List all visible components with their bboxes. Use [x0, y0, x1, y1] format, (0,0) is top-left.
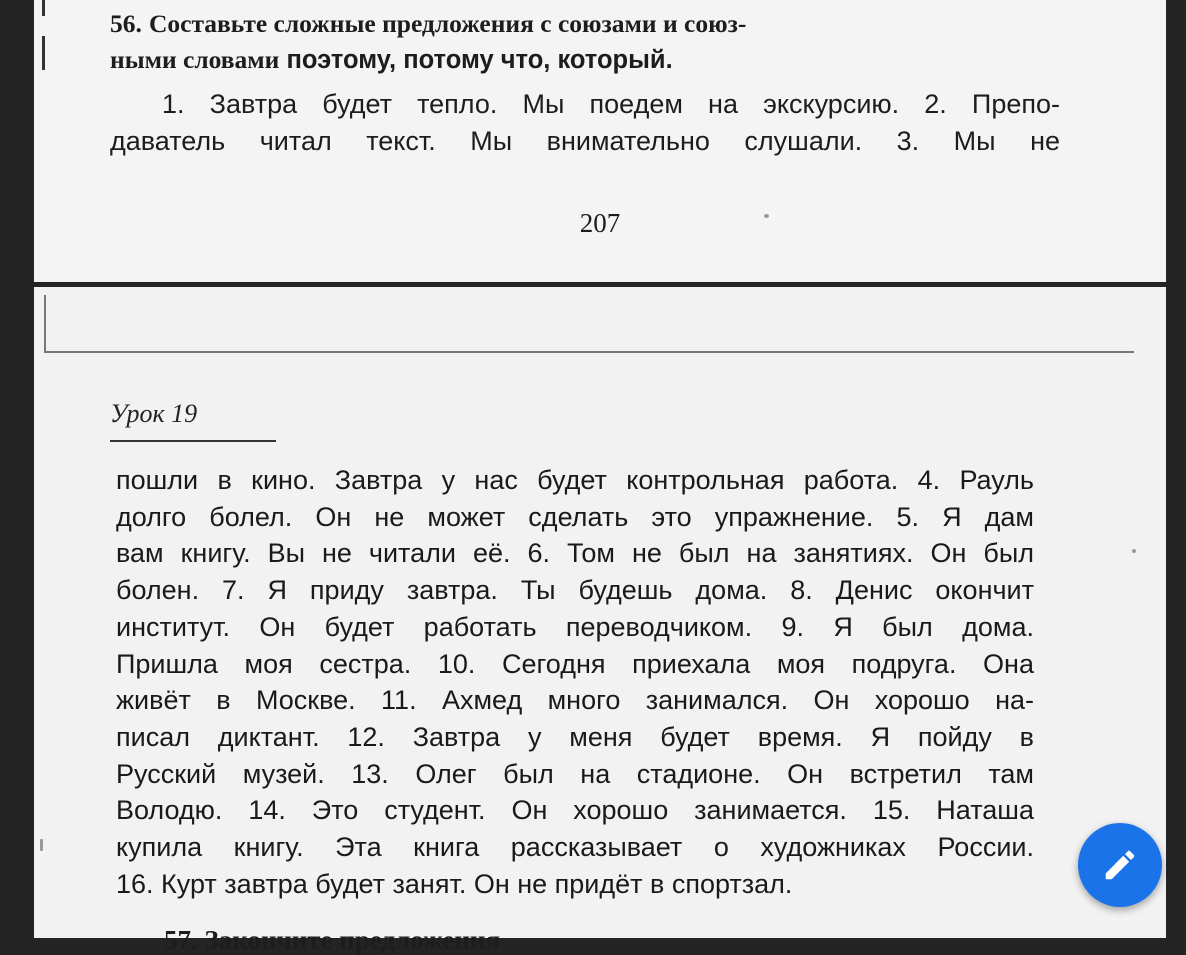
exercise-title	[110, 6, 1055, 78]
text-line: болен. 7. Я приду завтра. Ты будешь дома. 8. Денис окончит	[116, 575, 1034, 606]
text-line: купила книгу. Эта книга рассказывает о художниках России.	[116, 832, 1034, 863]
book-page-top	[34, 0, 1166, 282]
exercise-number: 56.	[110, 9, 142, 38]
text-line: даватель читал текст. Мы внимательно слушали. 3. Мы не	[110, 126, 1060, 156]
text-line: Володю. 14. Это студент. Он хорошо занимается. 15. Наташа	[116, 795, 1034, 826]
page-border-top	[44, 351, 1134, 353]
text-line: вам книгу. Вы не читали её. 6. Том не был на занятиях. Он был	[116, 538, 1034, 569]
page-number: 207	[579, 208, 621, 238]
text-line: долго болел. Он не может сделать это упражнение. 5. Я дам	[116, 501, 1034, 532]
scan-speck	[40, 839, 43, 851]
text-line: писал диктант. 12. Завтра у меня будет время. Я пойду в	[116, 721, 1034, 752]
page-edge-mark	[42, 0, 45, 16]
pencil-icon	[1101, 846, 1139, 884]
page-border-left	[44, 295, 46, 353]
next-exercise-title-cut	[164, 925, 624, 955]
exercise-conjunctions: поэтому, потому что, который.	[286, 46, 673, 74]
exercise-title-text-line2: ными словами	[110, 45, 280, 74]
exercise-text-bottom	[116, 462, 1034, 902]
text-line: живёт в Москве. 11. Ахмед много занимался. Он хорошо на-	[116, 685, 1034, 716]
page-edge-mark	[42, 36, 45, 70]
edit-button[interactable]	[1078, 823, 1162, 907]
book-page-bottom	[34, 287, 1166, 955]
text-line: 1. Завтра будет тепло. Мы поедем на экскурсию. 2. Препо-	[162, 89, 1060, 119]
lesson-title: Урок 19	[110, 399, 198, 428]
exercise-title-text: Составьте сложные предложения с союзами и союз-	[148, 9, 747, 38]
text-line: пошли в кино. Завтра у нас будет контрольная работа. 4. Рауль	[116, 465, 1034, 495]
scan-speck	[1132, 549, 1136, 553]
lesson-title-underline	[110, 440, 276, 442]
next-exercise-title-text: 57. Закончите предложения	[164, 925, 501, 955]
exercise-text-top	[110, 86, 1060, 160]
scan-speck	[764, 214, 769, 218]
text-line: институт. Он будет работать переводчиком. 9. Я был дома.	[116, 611, 1034, 642]
text-line: 16. Курт завтра будет занят. Он не придёт в спортзал.	[116, 868, 793, 899]
text-line: Русский музей. 13. Олег был на стадионе. Он встретил там	[116, 758, 1034, 789]
text-line: Пришла моя сестра. 10. Сегодня приехала моя подруга. Она	[116, 648, 1034, 679]
